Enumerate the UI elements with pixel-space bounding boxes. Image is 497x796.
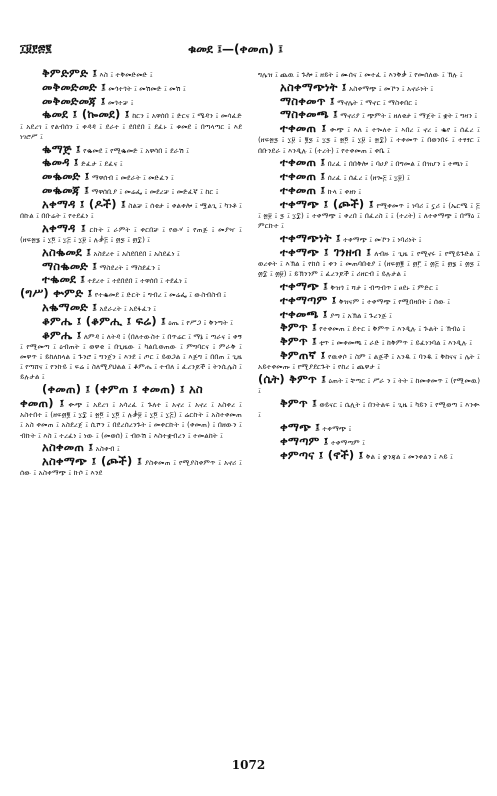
entry-definition: ቅዝናም ፤ ተቀማጭ ፤ የሚበዛበት ፤ ሰው ፤ <box>338 296 451 306</box>
entry-headword: ቀምጣና ፤ (ኖች) ፤ <box>280 447 364 462</box>
dictionary-entry <box>20 384 242 396</box>
entry-headword: ቈማጅ ፤ <box>42 141 81 156</box>
entry-headword: መቅመድመጃ ፤ <box>42 93 106 108</box>
entry-headword: (ግሥ) ቍምድ ፤ <box>20 286 93 301</box>
entry-definition: ተደረተ ፤ ተደበደበ ፤ ተዋሰበ ፤ ተደፈነ ፤ <box>87 276 188 286</box>
entry-headword: (ቀመጠ) ፤ (ቀምጠ ፤ ቀመጠ) ፤ አስ <box>42 382 203 397</box>
dictionary-entry <box>20 299 242 314</box>
dictionary-entry <box>20 288 242 300</box>
entry-definition: መጎተቻ ፤ <box>107 97 134 107</box>
entry-headword: አስቀማጭነት ፤ <box>280 79 347 94</box>
entry-headword: አስቀማጭ ፤ (ጮች) ፤ <box>42 454 142 469</box>
entry-definition: በረፈ ፤ በበቅሎ ፤ ባሀያ ፤ በግመል ፤ በዝሆን ፤ ተጫነ ፤ <box>327 159 469 169</box>
entry-definition: ዕጤ ፤ የሥጋ ፤ ቅንጣት ፤ <box>168 317 234 327</box>
header-guide-words: ቁመደ ፤—(ቀመጠ) ፤ <box>188 42 283 56</box>
entry-headword: ተቈመደ ፤ <box>42 272 86 287</box>
dictionary-entry <box>258 419 480 434</box>
entry-headword: ቆምሔ ፤ (ቆምሒ ፤ ፍሬ) ፤ <box>42 313 166 328</box>
dictionary-entry <box>258 278 480 293</box>
entry-definition: ተቀማጣም ፤ <box>330 437 366 447</box>
entry-definition: አስቀብ ፤ <box>95 444 120 454</box>
dictionary-entry <box>20 442 242 454</box>
dictionary-entry <box>258 68 480 80</box>
entry-headword: ቅምጥ ፤ <box>280 320 317 335</box>
right-column <box>258 68 480 748</box>
entry-definition: ለምዳ ፤ ለትዳ ፤ (በለተውስተ ፤ በጥሬር ፤ ማኔ ፤ ጣራና ፤ ቀኝ ፤ የሚመጣ ፤ ዕብጠት ፤ ወዋቂ ፤ በጊዜው ፤ ካልቢወጠው ፤ ምግባርና ፤ ምራቅ ፤ መዋጥ ፤ ይከለክላል ፤ ጉንሮ ፤ ግንጀን ፤ እንደ ፤ ጦር ፤ ይወጋል ፤ እጅግ ፤ በበጠ ፤ ጊዜ ፤ የጣሸና ፤ የንኩይ ፤ ፍሬ ፤ ስለሚያህልል ፤ ቆምሔ ፤ ተብለ ፤ ፈረንጆች ፤ ትንሲሌስ ፤ ይሉታል ፤ <box>20 331 242 382</box>
dictionary-entry <box>258 182 480 197</box>
entry-definition: ከርን ፤ አዋሰበ ፤ ድርና ፤ ሜዳን ፤ መሳፈድ ፤ አደረገ ፤ የልብሰን ፤ ቀዳዳ ፤ ደራተ ፤ ደበደበ ፤ ደፈኑ ፤ ቁመደ ፤ በጣላጣር ፤ እደ ነገሮሥ ፤ <box>20 111 242 141</box>
entry-definition: ያስቀመጠ ፤ የሚያስቀምጥ ፤ አኖሪ ፤ ሰው ፤ አስቀማጭ ፤ ኩሶ ፤ እንደ <box>20 458 242 478</box>
entry-definition: ኩላ ፤ ቀዘነ ፤ <box>327 186 362 196</box>
entry-headword: ተቀመጠ ፤ <box>280 121 327 136</box>
dictionary-entry <box>258 447 480 462</box>
entry-definition: ቍጭ ፤ አደረገ ፤ አሳረፈ ፤ ጉለተ ፤ አኖረ ፤ አኖረ ፤ አስቀረ ፤ አስተበተ ፤ (ዘፍ፴፪ ፤ ፲፰ ፤ ፳፬ ፤ ፲፬ ፤ ሉቃ፱ ፤ ፲፬ ፤ ፲፭) ፤ ሬርኩት ፤ አስተቀመጠ ፤ አስ ቀመጠ ፤ አስደረጀ ፤ ሲሾን ፤ በደረሰረንጉት ፤ መቀርኩት ፤ (ቀመጠ) ፤ በዘውን ፤ ብኩት ፤ እስ ፤ ተረፈነ ፤ ነው ፤ (መወሰ) ፤ ብዑሽ ፤ እስተቋብረን ፤ ተመልከት ፤ <box>20 399 242 440</box>
dictionary-entry <box>258 93 480 108</box>
entry-headword: አስቈመደ ፤ <box>42 244 92 259</box>
header-year: ፲፱፻፷፪ <box>20 42 52 55</box>
entry-headword: ቅምጥ ፤ <box>280 395 318 410</box>
entry-headword: መቈመጃ ፤ <box>42 182 90 197</box>
entry-headword: ተቀማጭ ፤ (ጮች) ፤ <box>280 196 374 211</box>
entry-headword: ማስቀመጥ ፤ <box>280 93 335 108</box>
left-column <box>20 68 242 748</box>
entry-definition: ማዋሰቢያ ፤ መሬፌ ፤ መደረቻ ፤ መድፈኛ ፤ ከር ፤ <box>91 186 219 196</box>
dictionary-entry <box>20 68 242 80</box>
entry-definition: የሚቀመጥ ፤ ነባሪ ፤ ኗሪ ፤ (ኤርሜ ፤ ፭ ፤ ፳፱ ፤ ፯ ፤ ፲፰) ፤ ተቀማጭ ፤ ቀረበ ፤ በፈረስ ፤ ፤ (ተረት) ፤ ለተቀማጭ ፤ በማዕ ፤ ምርኩተ ፤ <box>258 200 480 231</box>
entry-headword: ተቀመጠ ፤ <box>280 155 326 170</box>
entry-headword: መቅመድመድ ፤ <box>42 79 107 94</box>
dictionary-entry <box>258 371 480 396</box>
entry-definition: ተቀማጭ ፤ መኾን ፤ ነባሪነት ፤ <box>343 234 422 244</box>
dictionary-entry <box>258 171 480 183</box>
entry-headword: ተቀመጫ ፤ <box>280 306 328 321</box>
entry-definition: የቈመደ ፤ የሚቈመድ ፤ አዋሳበ ፤ ደራሽ ፤ <box>83 145 190 155</box>
dictionary-entry <box>258 347 480 372</box>
dictionary-entry <box>258 306 480 321</box>
entry-headword: ቅምጠኛ ፤ <box>280 347 326 362</box>
dictionary-entry <box>20 395 242 441</box>
dictionary-entry <box>258 433 480 448</box>
entry-definition: መጎተጎት ፤ መሽመድ ፤ መሽ ፤ <box>108 83 186 93</box>
dictionary-entry <box>20 196 242 221</box>
entry-definition: ግሌዝ ፤ ጨዉ ፤ ጉሎ ፤ ዘይት ፤ ሙሰና ፤ መተፈ ፤ እንቅቃ ፤ የመሰለው ፤ ኽሉ ፤ <box>258 70 463 79</box>
entry-headword: አቈማመድ ፤ <box>42 299 98 314</box>
dictionary-entry <box>20 244 242 259</box>
entry-definition: ወይናር ፤ ሴሊት ፤ በንትልፍ ፤ ጊዜ ፤ ካይን ፤ የሚወጣ ፤ እንቍ ፤ <box>258 399 480 420</box>
dictionary-entry <box>20 327 242 383</box>
entry-headword: ተቀማጣም ፤ <box>280 292 337 307</box>
dictionary-entry <box>20 456 242 478</box>
dictionary-entry <box>20 79 242 94</box>
entry-definition: አደራረት ፤ አደፋፈን ፤ <box>99 303 157 313</box>
entry-definition: ማስደረት ፤ ማስደፈን ፤ <box>99 262 161 272</box>
dictionary-entry <box>258 395 480 420</box>
entry-headword: ቈመደ ፤ (ኰመደ) ፤ <box>42 107 130 122</box>
entry-definition: አስደረተ ፤ አስደበደበ ፤ አስደፈነ ፤ <box>93 248 180 258</box>
entry-headword: ቀመጠ) ፤ <box>20 395 65 410</box>
dictionary-entry <box>258 230 480 245</box>
entry-headword: ማስቈመድ ፤ <box>42 258 98 273</box>
dictionary-entry <box>258 79 480 94</box>
entry-headword: ተቀማጭ ፤ ገንዘብ ፤ <box>280 244 372 259</box>
entry-headword: (ሴት) ቅምጥ ፤ <box>258 371 327 386</box>
entry-definition: ስልቻ ፤ ሰቂታ ፤ ቀልቀሎ ፤ ሟልጊ ፤ ካንቶ ፤ በኩል ፤ በቡሬት ፤ የተደፈነ ፤ <box>20 200 242 220</box>
dictionary-entry <box>20 141 242 156</box>
entry-headword: ቈመዳ ፤ <box>42 155 79 170</box>
entry-headword: ቀማጭ ፤ <box>280 419 321 434</box>
dictionary-entry <box>258 336 480 348</box>
dictionary-entry <box>20 274 242 286</box>
entry-definition: ማዋሰብ ፤ መደራት ፤ መድፈን ፤ <box>91 173 174 183</box>
entry-headword: አስቀመጠ ፤ <box>42 440 94 455</box>
entry-definition: ድፈታ ፤ ደፈና ፤ <box>81 159 123 169</box>
entry-headword: ቅምጥ ፤ <box>280 334 317 349</box>
dictionary-entry <box>20 171 242 183</box>
entry-headword: ተቀመጠ ፤ <box>280 182 326 197</box>
entry-definition: ተቀማጭ ፤ <box>322 423 352 433</box>
entry-headword: መቈመድ ፤ <box>42 169 90 184</box>
dictionary-entry <box>258 157 480 169</box>
entry-headword: ተቀመጠ ፤ <box>280 169 326 184</box>
entry-definition: ቍጭ ፤ እለ ፤ ተጐለተ ፤ ኣበረ ፤ ኖረ ፤ ቈየ ፤ ሰፈረ ፤ (ዘፍ፳፯ ፤ ፲፱ ፤ ፪፯ ፤ ፲፯ ፤ ፳፬ ፤ ፲፱ ፤ ፳፰) ፤ ተቀመጥ ፤ በወንበሩ ፤ ተፃፃር ፤ በቡንደራ ፤ እንዲሉ ፤ (ተረት) ፤ የተቀመጠ ፤ ቀቤ ፤ <box>258 125 480 155</box>
entry-definition: የዉቀሶ ፤ ስም ፤ ልጅች ፤ አንዱ ፤ ባንዱ ፤ ቅከናና ፤ ሌት ፤ አይተቀመጡ ፤ የሚያደርጉት ፤ የከረ ፤ ጨዋታ ፤ <box>258 351 480 372</box>
dictionary-entry <box>20 157 242 169</box>
dictionary-entry <box>20 258 242 273</box>
entry-definition: ቅል ፤ ቋንጃል ፤ መንቀልን ፤ እይ ፤ <box>365 451 453 461</box>
entry-headword: ማስቀመጫ ፤ <box>280 107 338 122</box>
entry-headword: ተቀማጭነት ፤ <box>280 230 341 245</box>
entry-definition: ያጣ ፤ አኽል ፤ ጉረንጅ ፤ <box>329 310 392 320</box>
entry-headword: ቆምሔ ፤ <box>42 327 82 342</box>
dictionary-entry <box>258 322 480 334</box>
dictionary-entry <box>20 313 242 328</box>
entry-definition: ቅዝጎ ፤ ሻታ ፤ ብጣብጥ ፤ ፀደኑ ፤ ምድር ፤ <box>330 282 439 292</box>
dictionary-entry <box>258 292 480 307</box>
entry-headword: ቅምድምድ ፤ <box>42 68 98 80</box>
entry-definition: ቲጥ ፤ መቀመጫ ፤ ራድ ፤ ከቅምጥ ፤ ይፈነንባል ፤ እንዲሉ ፤ <box>319 338 473 348</box>
entry-definition: እስ ፤ ተቅመድመድ ፤ <box>99 70 153 79</box>
dictionary-entry <box>258 123 480 156</box>
entry-definition: ርኩት ፤ ራምት ፤ ቀርበቻ ፤ የውሃ ፤ የጠጅ ፤ መያዣ ፤ (ዘፍ፳፮ ፤ ፲፬ ፤ ፲፭ ፤ ፲፱ ፤ ሉቃ፭ ፤ ፴፯ ፤ ፴፰) ፤ <box>20 224 242 244</box>
entry-headword: ተቀማጭ ፤ <box>280 278 329 293</box>
entry-definition: ሰረፈ ፤ ሰፈረ ፤ (ዘጐ፭ ፤ ፲፱) ፤ <box>327 173 410 183</box>
dictionary-entry <box>258 196 480 232</box>
entry-definition: አስቀማጭ ፤ መኾን ፤ አኖራነት ፤ <box>349 83 434 93</box>
entry-definition: ለብዙ ፤ ጊዜ ፤ የሚኖሩ ፤ የሚይጉድል ፤ ወረቀት ፤ እኽል ፤ የከሰ ፤ ቀን ፤ መጠባበቂያ ፤ (ዘፍ፴፪ ፤ ፴፫ ፤ ፴፭ ፤ ፴፮ ፤ ፴፯ ፤ ፴፰ ፤ ፴፱) ፤ ይኽንንም ፤ ፈረንጆች ፤ ሪዘርብ ፤ ይሉታል ፤ <box>258 248 480 279</box>
dictionary-entry <box>20 109 242 142</box>
entry-definition: ዕጠት ፤ ቸጣር ፤ ሥራ ን ፤ ትት ፤ ከመቀመጥ ፤ (የሚመዉ) ፤ <box>258 375 480 396</box>
dictionary-entry <box>20 93 242 108</box>
entry-headword: ቀማጣም ፤ <box>280 433 329 448</box>
entry-definition: የተቈመደ ፤ ድርት ፤ ግብረ ፤ መሬፌ ፤ ውስብስብ ፤ <box>94 290 227 300</box>
entry-headword: አቀማዳ ፤ (ዶች) ፤ <box>42 196 126 211</box>
dictionary-entry <box>20 220 242 245</box>
dictionary-entry <box>20 182 242 197</box>
entry-headword: አቀማዳ ፤ <box>42 220 86 235</box>
entry-definition: ማኖሌት ፤ ማኖር ፤ ማስቀበር ፤ <box>337 97 418 107</box>
entry-definition: ማኖሪያ ፤ ጭምት ፤ ዘለቂታ ፤ ማጀት ፤ ቋት ፤ ግዛን ፤ <box>340 111 478 121</box>
page-number: 1072 <box>231 758 266 772</box>
dictionary-entry <box>258 109 480 121</box>
entry-definition: የተቀመጠ ፤ ደተር ፤ ቅምጥ ፤ እንዲሉ ፤ ጕልት ፤ ኽብዕ ፤ <box>319 324 466 334</box>
dictionary-entry <box>258 244 480 280</box>
